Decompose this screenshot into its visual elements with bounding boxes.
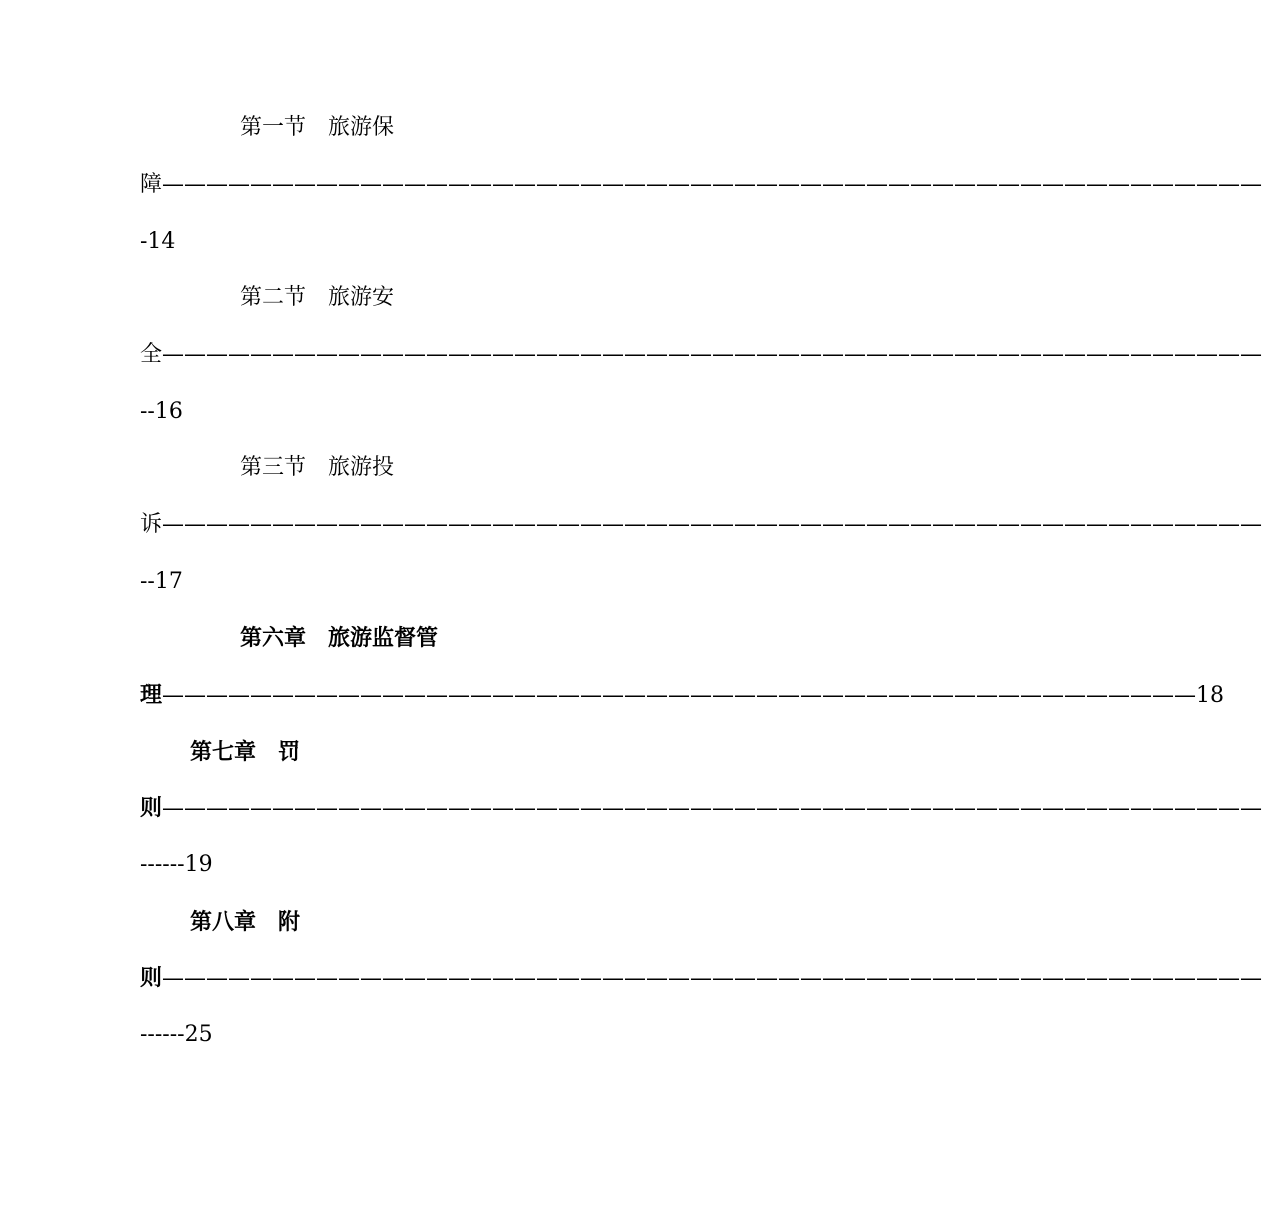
toc-entry-tail: 则: [140, 795, 163, 821]
toc-entry-page-number: --17: [140, 569, 183, 594]
toc-chapter-heading: 第七章 罚: [190, 739, 301, 765]
dot-leader: ——————————————————————————————————————————————————: [162, 172, 1262, 197]
toc-entry-page-number: ------25: [140, 1022, 213, 1047]
toc-chapter-heading: 第八章 附: [190, 909, 301, 935]
dot-leader: ——————————————————————————————————————————————————: [162, 966, 1262, 991]
toc-entry-heading: 第二节 旅游安: [240, 285, 395, 310]
toc-entry-leader-line: [140, 963, 1262, 994]
toc-entry-tail: 全: [140, 342, 163, 367]
toc-entry-tail: 理: [140, 682, 163, 708]
toc-entry-tail: 障: [140, 172, 163, 197]
dot-leader: ——————————————————————————————————————————————————: [162, 512, 1262, 537]
toc-entry-leader-line: [140, 340, 1262, 370]
toc-chapter-heading: 第六章 旅游监督管: [240, 625, 439, 651]
toc-entry-leader-line: [140, 680, 1225, 711]
toc-entry-leader-line: [140, 170, 1262, 200]
dot-leader: ——————————————————————————————————————————————————: [162, 342, 1262, 367]
toc-entry-tail: 则: [140, 965, 163, 991]
toc-entry-page-number: ------19: [140, 852, 213, 877]
toc-entry-leader-line: [140, 510, 1262, 540]
toc-entry-leader-line: [140, 793, 1262, 824]
toc-entry-page-number: -14: [140, 229, 176, 254]
toc-entry-heading: 第一节 旅游保: [240, 115, 395, 140]
dot-leader: ———————————————————————————————————————————————18: [162, 683, 1225, 708]
toc-entry-page-number: --16: [140, 399, 183, 424]
toc-entry-tail: 诉: [140, 512, 163, 537]
toc-entry-heading: 第三节 旅游投: [240, 455, 395, 480]
dot-leader: ——————————————————————————————————————————————————: [162, 796, 1262, 821]
